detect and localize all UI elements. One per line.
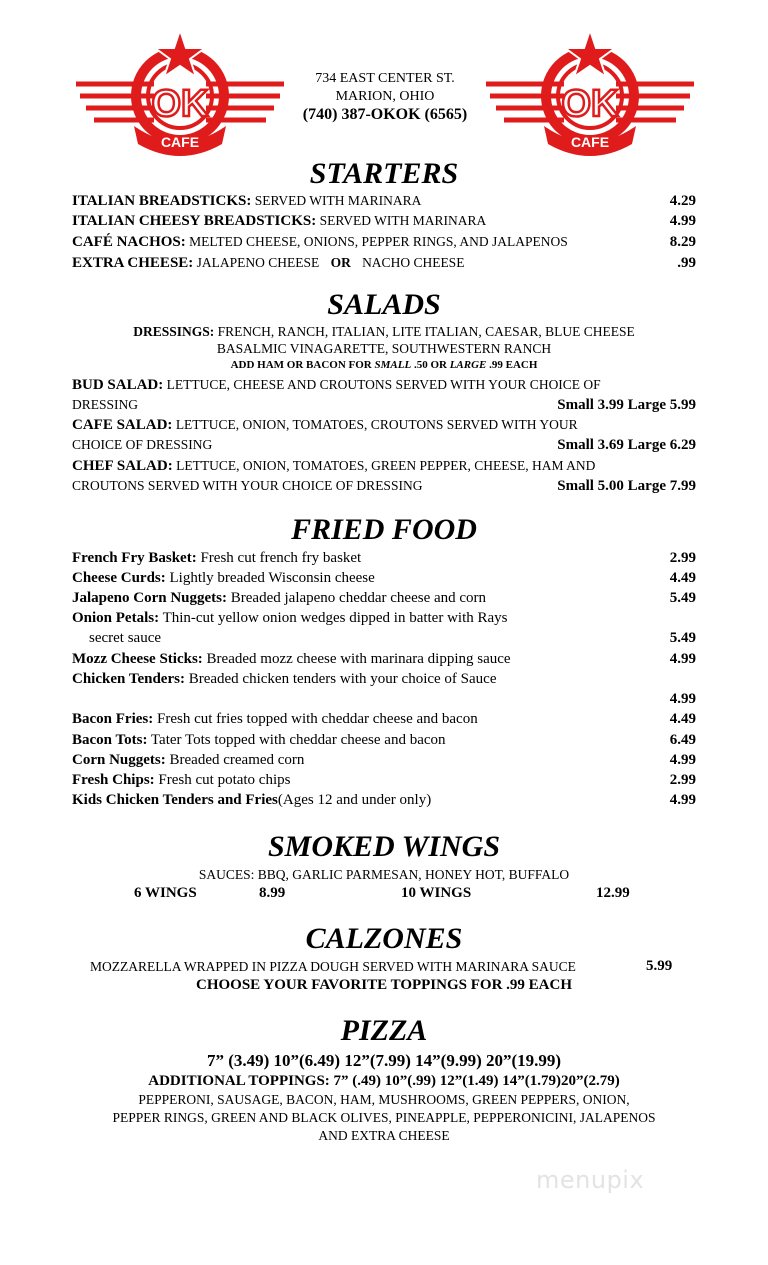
- pizza-additional-toppings: ADDITIONAL TOPPINGS: 7” (.49) 10”(.99) 12”(1.49) 14”(1.79)20”(2.79): [148, 1073, 620, 1089]
- menu-item: BUD SALAD: LETTUCE, CHEESE AND CROUTONS SERVED WITH YOUR CHOICE OF: [72, 377, 601, 393]
- phone-number: (740) 387-OKOK (6565): [302, 106, 468, 123]
- menu-item: CAFE SALAD: LETTUCE, ONION, TOMATOES, CROUTONS SERVED WITH YOUR: [72, 417, 578, 433]
- salad-addon-line: ADD HAM OR BACON FOR SMALL .50 OR LARGE .99 EACH: [230, 359, 538, 371]
- menu-item-cont: CHOICE OF DRESSING Small 3.69 Large 6.29: [72, 437, 696, 453]
- menupix-watermark: menupix: [536, 1166, 645, 1194]
- six-wings-label: 6 WINGS: [134, 885, 197, 901]
- menu-item: Chicken Tenders: Breaded chicken tenders with your choice of Sauce: [72, 671, 497, 687]
- menu-item: ITALIAN BREADSTICKS: SERVED WITH MARINARA 4.29: [72, 193, 696, 209]
- svg-text:CAFE: CAFE: [160, 134, 200, 150]
- menu-item-cont: DRESSING Small 3.99 Large 5.99: [72, 397, 696, 413]
- menu-item: CHEF SALAD: LETTUCE, ONION, TOMATOES, GREEN PEPPER, CHEESE, HAM AND: [72, 458, 596, 474]
- menu-item: Jalapeno Corn Nuggets: Breaded jalapeno cheddar cheese and corn 5.49: [72, 590, 696, 606]
- six-wings-price: 8.99: [259, 885, 286, 901]
- svg-text:OK: OK: [561, 83, 619, 125]
- calzone-price: 5.99: [646, 958, 673, 974]
- ok-cafe-logo-right: [482, 18, 698, 158]
- menu-item: Bacon Tots: Tater Tots topped with cheddar cheese and bacon 6.49: [72, 732, 696, 748]
- pizza-toppings-list-2: PEPPER RINGS, GREEN AND BLACK OLIVES, PINEAPPLE, PEPPERONICINI, JALAPENOS: [112, 1110, 656, 1125]
- section-title-fried-food: FRIED FOOD: [291, 513, 477, 546]
- menu-item: CAFÉ NACHOS: MELTED CHEESE, ONIONS, PEPPER RINGS, AND JALAPENOS 8.29: [72, 234, 696, 250]
- menu-item: Fresh Chips: Fresh cut potato chips 2.99: [72, 772, 696, 788]
- svg-text:CAFE: CAFE: [570, 134, 610, 150]
- section-title-smoked-wings: SMOKED WINGS: [267, 830, 501, 863]
- address-block: [270, 70, 500, 124]
- svg-text:OK: OK: [151, 83, 209, 125]
- section-title-starters: STARTERS: [309, 157, 459, 190]
- menu-item: Kids Chicken Tenders and Fries(Ages 12 and under only) 4.99: [72, 792, 696, 808]
- menu-item: ITALIAN CHEESY BREADSTICKS: SERVED WITH MARINARA 4.99: [72, 213, 696, 229]
- menu-item: Corn Nuggets: Breaded creamed corn 4.99: [72, 752, 696, 768]
- pizza-toppings-list-1: PEPPERONI, SAUSAGE, BACON, HAM, MUSHROOMS, GREEN PEPPERS, ONION,: [138, 1092, 630, 1107]
- ten-wings-label: 10 WINGS: [401, 885, 472, 901]
- menu-item: Onion Petals: Thin-cut yellow onion wedges dipped in batter with Rays: [72, 610, 508, 626]
- menu-item: Mozz Cheese Sticks: Breaded mozz cheese with marinara dipping sauce 4.99: [72, 651, 696, 667]
- menu-item: Cheese Curds: Lightly breaded Wisconsin cheese 4.49: [72, 570, 696, 586]
- menu-item-cont: CROUTONS SERVED WITH YOUR CHOICE OF DRESSING Small 5.00 Large 7.99: [72, 478, 696, 494]
- ok-cafe-logo-left: [72, 18, 288, 158]
- menu-item: Bacon Fries: Fresh cut fries topped with cheddar cheese and bacon 4.49: [72, 711, 696, 727]
- menu-item: EXTRA CHEESE: JALAPENO CHEESE OR NACHO CHEESE .99: [72, 255, 696, 271]
- menu-item-cont: secret sauce 5.49: [89, 630, 696, 646]
- menu-item: French Fry Basket: Fresh cut french fry basket 2.99: [72, 550, 696, 566]
- calzone-toppings: CHOOSE YOUR FAVORITE TOPPINGS FOR .99 EACH: [195, 977, 572, 993]
- dressings-line: DRESSINGS: FRENCH, RANCH, ITALIAN, LITE ITALIAN, CAESAR, BLUE CHEESE: [133, 324, 635, 339]
- section-title-salads: SALADS: [327, 288, 441, 321]
- dressings-line-2: BASALMIC VINAGARETTE, SOUTHWESTERN RANCH: [216, 341, 552, 356]
- address-city: MARION, OHIO: [335, 89, 435, 104]
- address-street: 734 EAST CENTER ST.: [315, 71, 455, 86]
- section-title-pizza: PIZZA: [340, 1014, 428, 1047]
- ten-wings-price: 12.99: [596, 885, 630, 901]
- pizza-sizes: 7” (3.49) 10”(6.49) 12”(7.99) 14”(9.99) 20”(19.99): [206, 1051, 562, 1070]
- wing-sauces: SAUCES: BBQ, GARLIC PARMESAN, HONEY HOT, BUFFALO: [198, 867, 570, 882]
- calzone-desc: MOZZARELLA WRAPPED IN PIZZA DOUGH SERVED WITH MARINARA SAUCE: [90, 959, 576, 974]
- pizza-toppings-list-3: AND EXTRA CHEESE: [318, 1128, 450, 1143]
- section-title-calzones: CALZONES: [305, 922, 463, 955]
